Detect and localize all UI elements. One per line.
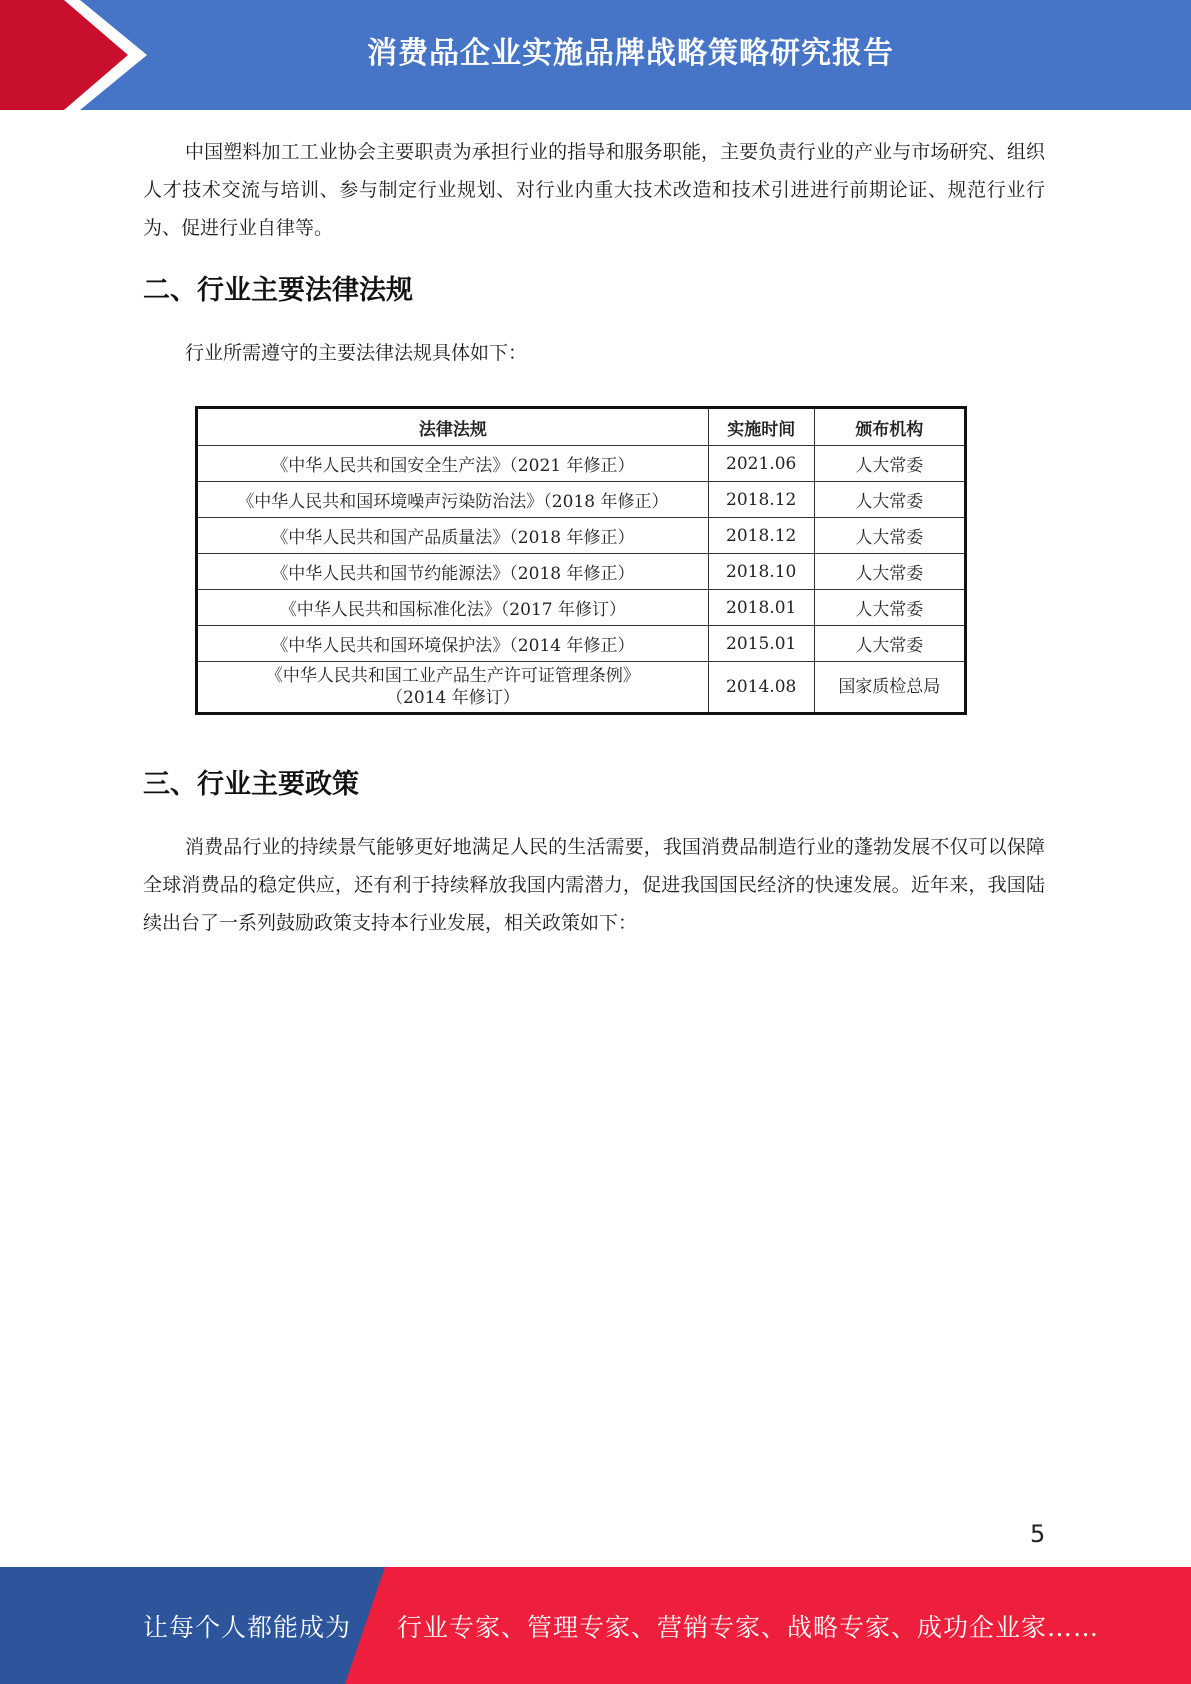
- footer-slogan-right: 行业专家、管理专家、营销专家、战略专家、成功企业家……: [397, 1612, 1100, 1642]
- intro-section: [143, 133, 1045, 247]
- table-cell: 2015.01: [708, 626, 814, 662]
- table-header-cell: 颁布机构: [814, 408, 965, 446]
- table-cell: 《中华人民共和国标准化法》（2017 年修订）: [197, 590, 709, 626]
- table-cell: 人大常委: [814, 554, 965, 590]
- table-header-cell: 实施时间: [708, 408, 814, 446]
- footer-banner: [0, 1567, 1191, 1684]
- laws-table: [195, 406, 967, 715]
- header-arrow-decoration: [0, 0, 160, 110]
- table-row: [197, 626, 966, 662]
- page-number: 5: [1030, 1520, 1046, 1548]
- table-header-row: [197, 408, 966, 446]
- laws-lead-block: [143, 334, 1045, 372]
- table-cell: 国家质检总局: [814, 662, 965, 714]
- table-cell: 《中华人民共和国环境噪声污染防治法》（2018 年修正）: [197, 482, 709, 518]
- table-cell-line: （2014 年修订）: [386, 688, 520, 708]
- table-header-cell: 法律法规: [197, 408, 709, 446]
- table-cell: 人大常委: [814, 590, 965, 626]
- section-heading-laws: 二、行业主要法律法规: [143, 275, 413, 306]
- footer-slogan-left: 让每个人都能成为: [143, 1612, 352, 1642]
- laws-lead-paragraph: 行业所需遵守的主要法律法规具体如下：: [185, 342, 528, 364]
- table-cell: 2018.12: [708, 518, 814, 554]
- table-cell: 2014.08: [708, 662, 814, 714]
- table-row: [197, 518, 966, 554]
- intro-paragraph: 中国塑料加工工业协会主要职责为承担行业的指导和服务职能，主要负责行业的产业与市场研究、组织人才技术交流与培训、参与制定行业规划、对行业内重大技术改造和技术引进进行前期论证、规范行业行为、促进行业自律等。: [143, 141, 1045, 239]
- table-cell: 《中华人民共和国节约能源法》（2018 年修正）: [197, 554, 709, 590]
- table-row: [197, 446, 966, 482]
- table-cell: 《中华人民共和国环境保护法》（2014 年修正）: [197, 626, 709, 662]
- table-cell: 人大常委: [814, 482, 965, 518]
- table-row: [197, 482, 966, 518]
- table-cell: 人大常委: [814, 518, 965, 554]
- header-banner: [0, 0, 1191, 110]
- table-cell: 2018.10: [708, 554, 814, 590]
- table-cell: 人大常委: [814, 446, 965, 482]
- report-title: 消费品企业实施品牌战略策略研究报告: [367, 36, 894, 71]
- laws-table-wrapper: [195, 406, 967, 715]
- table-cell: 2021.06: [708, 446, 814, 482]
- table-cell: 2018.01: [708, 590, 814, 626]
- table-row: [197, 590, 966, 626]
- table-cell: [197, 662, 709, 714]
- policies-section: [143, 828, 1045, 942]
- policies-paragraph: 消费品行业的持续景气能够更好地满足人民的生活需要，我国消费品制造行业的蓬勃发展不仅可以保障全球消费品的稳定供应，还有利于持续释放我国内需潜力，促进我国国民经济的快速发展。近年来，我国陆续出台了一系列鼓励政策支持本行业发展，相关政策如下：: [143, 836, 1045, 934]
- section-heading-policies: 三、行业主要政策: [143, 769, 359, 800]
- table-cell: 人大常委: [814, 626, 965, 662]
- table-row: [197, 662, 966, 714]
- table-row: [197, 554, 966, 590]
- table-cell: 2018.12: [708, 482, 814, 518]
- table-cell: 《中华人民共和国安全生产法》（2021 年修正）: [197, 446, 709, 482]
- table-cell: 《中华人民共和国产品质量法》（2018 年修正）: [197, 518, 709, 554]
- table-cell-line: 《中华人民共和国工业产品生产许可证管理条例》: [265, 666, 640, 686]
